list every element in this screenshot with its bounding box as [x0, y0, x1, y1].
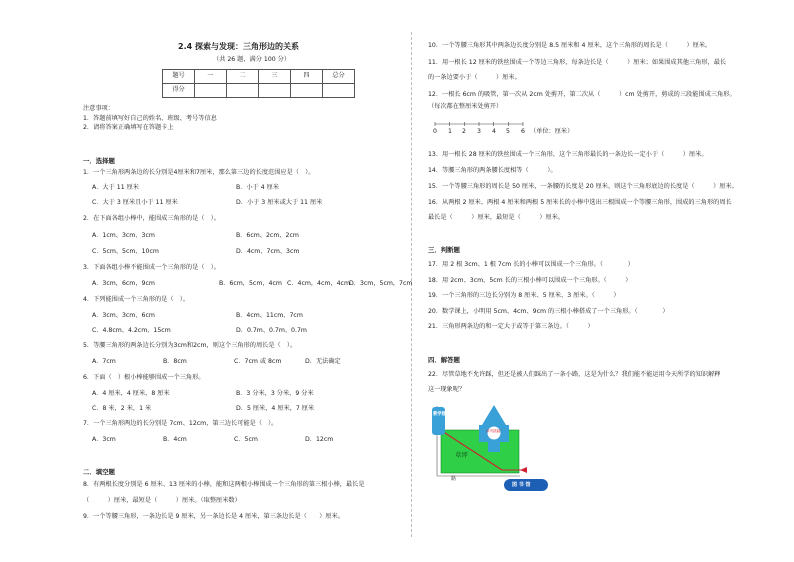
ruler-tick-label: 0 — [433, 128, 437, 135]
question-17: 17．用 2 根 3cm、1 根 7cm 长的小棒可以围成一个三角形。（ ） — [428, 261, 634, 268]
option-4a: A．3cm、3cm、6cm — [92, 312, 155, 319]
option-7a: A．3cm — [92, 436, 116, 443]
question-8-line1: 8．有两根长度分别是 6 厘米、13 厘米的小棒，能和这两根小棒围成一个三角形的第三根小棒，最长是 — [83, 481, 365, 488]
option-1c: C．大于 3 厘米且小于 11 厘米 — [92, 199, 178, 206]
section-title-choice: 一．选择题 — [83, 157, 115, 165]
option-2c: C．5cm、5cm、10cm — [92, 248, 159, 255]
score-input-cell[interactable] — [323, 84, 355, 98]
option-4b: B．4cm、11cm、7cm — [236, 312, 303, 319]
option-6b: B．3 分米，3 分米，9 分米 — [236, 390, 314, 397]
road-label: 路 — [451, 476, 457, 482]
option-2d: D．4cm、7cm、3cm — [236, 248, 300, 255]
question-1: 1．一个三角形两条边的长分别是4厘米和7厘米，那么第三边的长度范围应是（ ）。 — [83, 169, 315, 176]
ruler-tick-label: 5 — [506, 128, 510, 135]
option-6c: C．8 米，2 米，1 米 — [92, 405, 152, 412]
score-table-cell: 得分 — [163, 84, 195, 98]
option-7d: D．12cm — [305, 436, 334, 443]
question-3: 3．下面各组小棒不能围成一个三角形的是（ ）。 — [83, 264, 220, 271]
question-6: 6．下面（ ）根小棒能够围成一个三角形。 — [83, 374, 205, 381]
ruler-tick-label: 6 — [521, 128, 525, 135]
page-subtitle: （共 26 题，满分 100 分） — [213, 56, 291, 63]
question-16-line1: 16．从两根 2 厘米、两根 4 厘米和两根 5 厘米长的小棒中选出三根围成一个等腰三角形，围成的三角形的周长 — [428, 199, 732, 206]
option-1d: D．小于 3 厘米或大于 11 厘米 — [236, 199, 323, 206]
question-15: 15．一个等腰三角形的周长是 50 厘米，一条腰的长度是 20 厘米，则这个三角形底边的长度是（ ）厘米。 — [428, 183, 738, 190]
question-12-line1: 12．一根长 6cm 的吸管，第一次从 2cm 处剪开，第二次从（ ）cm 处剪开，剪成的三段能围成三角形。 — [428, 91, 736, 98]
option-3b: B．6cm，5cm，4cm — [219, 280, 282, 287]
question-11-line2: 的一条边要小于（ ）厘米。 — [428, 74, 521, 81]
sign-post — [488, 442, 500, 452]
ruler-tick-label: 4 — [492, 128, 496, 135]
option-5a: A．7cm — [92, 358, 116, 365]
score-table — [162, 69, 355, 98]
lawn-label: 草坪 — [455, 451, 468, 459]
score-input-cell[interactable] — [259, 84, 291, 98]
section-title-fill: 二．填空题 — [83, 468, 115, 476]
page-title: 2.4 探索与发现：三角形边的关系 — [178, 42, 299, 51]
option-5d: D．无法确定 — [305, 358, 341, 365]
option-4d: D．0.7m、0.7m、0.7m — [236, 327, 307, 334]
section-title-answer: 四．解答题 — [428, 356, 460, 364]
option-7c: C．5cm — [234, 436, 258, 443]
notice-item: 2．请将答案正确填写在答题卡上 — [83, 124, 174, 131]
score-table-cell: 四 — [291, 70, 323, 84]
score-table-cell: 总分 — [323, 70, 355, 84]
score-input-cell[interactable] — [291, 84, 323, 98]
section-title-judge: 三．判断题 — [428, 246, 460, 254]
option-1a: A．大于 11 厘米 — [92, 184, 139, 191]
option-4c: C．4.8cm、4.2cm、15cm — [92, 327, 171, 334]
campus-figure — [432, 404, 558, 496]
question-18: 18．用 2cm、3cm、5cm 长的三根小棒可以围成一个三角形。（ ） — [428, 277, 632, 284]
question-12-line2: （每次都在整厘米处剪开） — [428, 103, 503, 110]
question-21: 21．三角形两条边的和一定大于或等于第三条边。（ ） — [428, 323, 594, 330]
question-19: 19．一个三角形的三边长分别为 8 厘米、5 厘米、3 厘米。（ ） — [428, 292, 620, 299]
score-input-cell[interactable] — [195, 84, 227, 98]
question-22-line2: 这一现象呢？ — [428, 386, 466, 393]
option-2b: B．6cm、2cm、2cm — [236, 232, 299, 239]
ruler-tick-label: 3 — [477, 128, 481, 135]
option-5c: C．7cm 或 8cm — [234, 358, 282, 365]
teaching-building-label: 教学楼 — [433, 412, 446, 417]
question-10: 10．一个等腰三角形其中两条边长度分别是 8.5 厘米和 4 厘米，这个三角形的周长是（ ）厘米。 — [428, 42, 712, 49]
option-1b: B．小于 4 厘米 — [236, 184, 280, 191]
question-16-line2: 最长是（ ）厘米，最短是（ ）厘米。 — [428, 214, 565, 221]
option-3d: D．3cm，5cm，7cm — [349, 280, 413, 287]
ruler-tick-label: 1 — [448, 128, 452, 135]
question-8-line2: （ ）厘米，最短是（ ）厘米。（取整厘米数） — [83, 497, 241, 504]
score-table-cell: 二 — [227, 70, 259, 84]
score-table-cell: 三 — [259, 70, 291, 84]
ruler-unit-label: （单位：厘米） — [530, 128, 574, 135]
option-6d: D．5 厘米，4 厘米，7 厘米 — [236, 405, 315, 412]
question-7: 7．一个三角形两边的长分别是 7cm、12cm，第三边长可能是（ ）。 — [83, 420, 278, 427]
question-4: 4．下列能围成一个三角形的是（ ）。 — [83, 296, 190, 303]
sign-text: 请勿践踏！ — [486, 429, 504, 433]
score-table-header-row — [163, 70, 355, 84]
option-6a: A．4 厘米，4 厘米，8 厘米 — [92, 390, 170, 397]
score-table-score-row — [163, 84, 355, 98]
question-2: 2．在下面各组小棒中，能围成三角形的是（ ）。 — [83, 215, 220, 222]
notice-item: 1．答题前填写好自己的姓名、班级、考号等信息 — [83, 115, 217, 122]
option-2a: A．1cm、3cm、3cm — [92, 232, 155, 239]
question-9: 9．一个等腰三角形，一条边长是 9 厘米，另一条边长是 4 厘米，第三条边长是（ ）厘米。 — [83, 513, 344, 520]
notice-title: 注意事项： — [83, 105, 114, 112]
option-3c: C．4cm，4cm，4cm — [287, 280, 350, 287]
library-label: 图 书 馆 — [512, 482, 531, 488]
score-table-cell: 题号 — [163, 70, 195, 84]
ruler-tick-label: 2 — [462, 128, 466, 135]
option-5b: B．8cm — [163, 358, 187, 365]
score-input-cell[interactable] — [227, 84, 259, 98]
question-22-line1: 22．尽管草地不允许踩，但还是被人们踩出了一条小路，这是为什么？我们能不能运用今天所学的知识解释 — [428, 371, 721, 378]
question-5: 5．等腰三角形的两条边长分别为3cm和2cm，则这个三角形的周长是（ ）。 — [83, 342, 297, 349]
option-7b: B．4cm — [163, 436, 187, 443]
question-14: 14．等腰三角形的两条腰长度相等（ ）。 — [428, 167, 557, 174]
score-table-cell: 一 — [195, 70, 227, 84]
question-20: 20．数学课上，小明用 5cm、4cm、9cm 的三根小棒搭成了一个三角形。（ ） — [428, 308, 669, 315]
option-3a: A．3cm，6cm，9cm — [92, 280, 155, 287]
question-13: 13．用一根长 28 厘米的铁丝围成一个三角形，这个三角形最长的一条边长一定小于（ ）厘米。 — [428, 151, 708, 158]
question-11-line1: 11．用一根长 12 厘米的铁丝围成一个等边三角形，每条边长是（ ）厘米；如果围成其他三角形，最长 — [428, 59, 727, 66]
